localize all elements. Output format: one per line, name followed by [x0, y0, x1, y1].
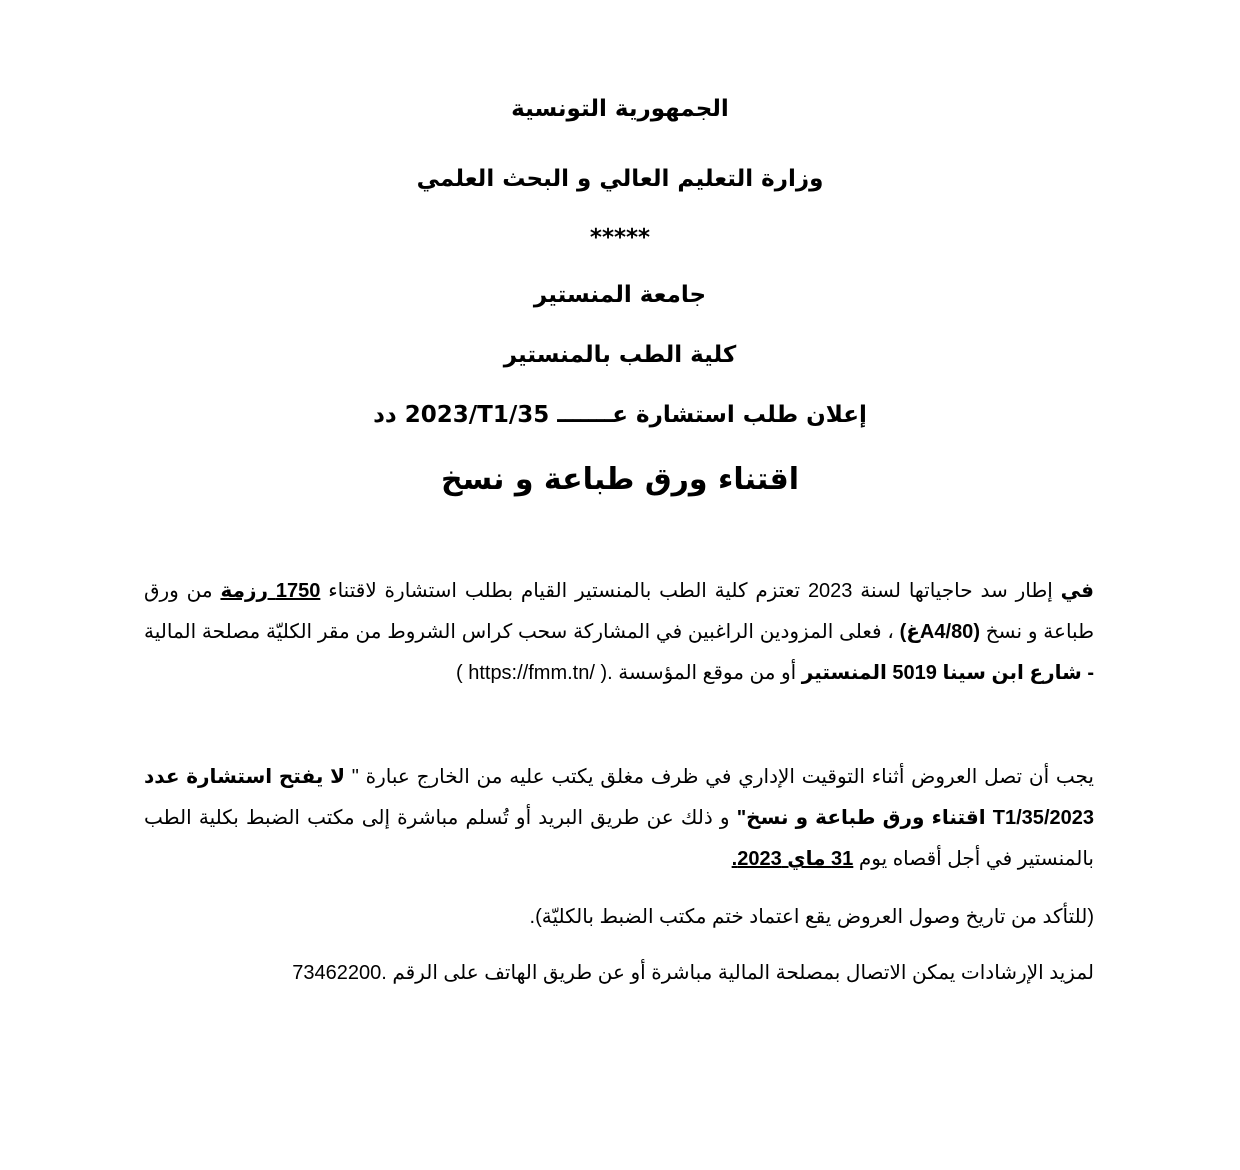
intro-paragraph: [144, 571, 1094, 694]
intro-text-1: إطار سد حاجياتها لسنة: [860, 580, 1053, 602]
intro-text-4: ، فعلى المزودين الراغبين في المشاركة سحب كراس الشروط من مقر الكليّة مصلحة المالية: [144, 621, 894, 643]
announcement-suffix: دد: [373, 402, 397, 428]
subject-title: اقتناء ورق طباعة و نسخ: [440, 462, 800, 497]
intro-lead: في: [1060, 580, 1094, 602]
envelope-label: لا يفتح استشارة عدد 2023/T1/35 اقتناء ورق طباعة و نسخ": [144, 766, 1094, 829]
submission-paragraph: [144, 757, 1094, 880]
website-link[interactable]: ( https://fmm.tn/ ).: [455, 662, 613, 684]
stamp-note: (للتأكد من تاريخ وصول العروض يقع اعتماد ختم مكتب الضبط بالكليّة).: [529, 906, 1094, 928]
contact-text: لمزيد الإرشادات يمكن الاتصال بمصلحة المالية مباشرة أو عن طريق الهاتف على الرقم: [392, 962, 1094, 984]
announcement-number: 2023/T1/35: [404, 402, 550, 428]
quantity-value: 1750 رزمة: [220, 580, 321, 602]
university-heading: جامعة المنستير: [533, 282, 707, 308]
phone-number: 73462200.: [292, 962, 387, 984]
announcement-title: [0, 402, 1240, 428]
separator-stars: *****: [589, 225, 651, 251]
ministry-heading: وزارة التعليم العالي و البحث العلمي: [416, 166, 824, 192]
submission-text-2: و ذلك عن طريق البريد أو تُسلم مباشرة إلى مكتب الضبط بكلية الطب بالمنستير في أجل أقصاه يوم: [144, 807, 1094, 870]
republic-heading: الجمهورية التونسية: [511, 96, 729, 122]
announcement-prefix: إعلان طلب استشارة عـــــــ: [557, 402, 867, 428]
paper-spec: (80/A4غ): [899, 621, 980, 643]
submission-text-1: يجب أن تصل العروض أثناء التوقيت الإداري في ظرف مغلق يكتب عليه من الخارج عبارة ": [351, 766, 1094, 788]
deadline-date: 31 ماي 2023.: [731, 848, 854, 870]
faculty-heading: كلية الطب بالمنستير: [503, 342, 737, 368]
contact-paragraph: [144, 953, 1094, 994]
intro-text-2: تعتزم كلية الطب بالمنستير القيام بطلب استشارة لاقتناء: [328, 580, 801, 602]
address-text: - شارع ابن سينا 5019 المنستير: [801, 662, 1094, 684]
intro-text-5: أو من موقع المؤسسة: [618, 662, 797, 684]
intro-text-3: من ورق طباعة و نسخ: [144, 580, 1094, 643]
intro-year: 2023: [807, 580, 853, 602]
